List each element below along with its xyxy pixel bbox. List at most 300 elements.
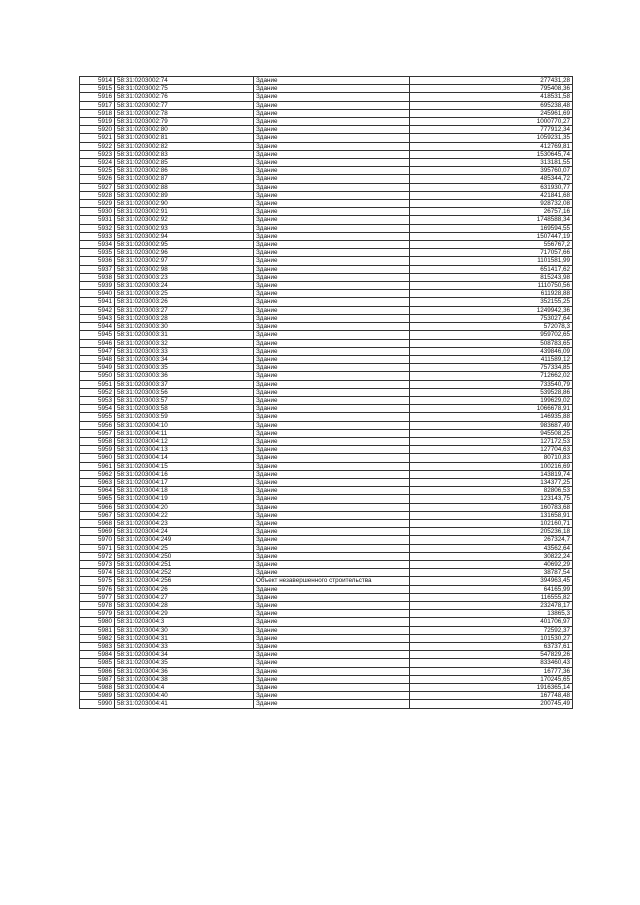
table-row <box>80 77 573 85</box>
table-row <box>80 503 573 511</box>
cadastral-number-cell: 58:31:0203002:90 <box>115 200 254 208</box>
object-type-cell: Здание <box>254 249 410 257</box>
table-row <box>80 224 573 232</box>
table-row <box>80 700 573 708</box>
table-row <box>80 134 573 142</box>
cadastral-value-cell: 1748588,34 <box>410 216 573 224</box>
cadastral-value-cell: 245961,69 <box>410 109 573 117</box>
cadastral-number-cell: 58:31:0203003:30 <box>115 323 254 331</box>
cadastral-number-cell: 58:31:0203004:251 <box>115 560 254 568</box>
table-row <box>80 380 573 388</box>
row-number-cell: 5933 <box>80 232 115 240</box>
cadastral-value-cell: 795408,36 <box>410 85 573 93</box>
cadastral-value-cell: 232478,17 <box>410 602 573 610</box>
object-type-cell: Здание <box>254 77 410 85</box>
object-type-cell: Здание <box>254 626 410 634</box>
table-row <box>80 355 573 363</box>
cadastral-value-cell: 72592,37 <box>410 626 573 634</box>
row-number-cell: 5948 <box>80 355 115 363</box>
object-type-cell: Здание <box>254 692 410 700</box>
cadastral-value-cell: 394963,45 <box>410 577 573 585</box>
cadastral-number-cell: 58:31:0203004:29 <box>115 610 254 618</box>
object-type-cell: Здание <box>254 372 410 380</box>
row-number-cell: 5974 <box>80 569 115 577</box>
row-number-cell: 5946 <box>80 339 115 347</box>
cadastral-value-cell: 572078,3 <box>410 323 573 331</box>
row-number-cell: 5939 <box>80 282 115 290</box>
row-number-cell: 5917 <box>80 101 115 109</box>
row-number-cell: 5938 <box>80 273 115 281</box>
cadastral-value-cell: 40692,29 <box>410 560 573 568</box>
table-row <box>80 651 573 659</box>
table-row <box>80 314 573 322</box>
row-number-cell: 5951 <box>80 380 115 388</box>
cadastral-value-cell: 651417,62 <box>410 265 573 273</box>
object-type-cell: Здание <box>254 618 410 626</box>
cadastral-number-cell: 58:31:0203003:23 <box>115 273 254 281</box>
row-number-cell: 5945 <box>80 331 115 339</box>
row-number-cell: 5973 <box>80 560 115 568</box>
table-row <box>80 643 573 651</box>
cadastral-number-cell: 58:31:0203004:17 <box>115 478 254 486</box>
object-type-cell: Здание <box>254 585 410 593</box>
cadastral-number-cell: 58:31:0203004:40 <box>115 692 254 700</box>
row-number-cell: 5975 <box>80 577 115 585</box>
row-number-cell: 5920 <box>80 126 115 134</box>
cadastral-number-cell: 58:31:0203004:250 <box>115 552 254 560</box>
table-row <box>80 191 573 199</box>
row-number-cell: 5919 <box>80 118 115 126</box>
object-type-cell: Здание <box>254 659 410 667</box>
cadastral-number-cell: 58:31:0203002:79 <box>115 118 254 126</box>
cadastral-number-cell: 58:31:0203002:85 <box>115 159 254 167</box>
cadastral-number-cell: 58:31:0203004:252 <box>115 569 254 577</box>
row-number-cell: 5925 <box>80 167 115 175</box>
object-type-cell: Объект незавершенного строительства <box>254 577 410 585</box>
table-row <box>80 602 573 610</box>
object-type-cell: Здание <box>254 257 410 265</box>
object-type-cell: Здание <box>254 388 410 396</box>
table-row <box>80 511 573 519</box>
object-type-cell: Здание <box>254 224 410 232</box>
table-row <box>80 183 573 191</box>
cadastral-number-cell: 58:31:0203002:86 <box>115 167 254 175</box>
table-row <box>80 675 573 683</box>
cadastral-value-cell: 833460,43 <box>410 659 573 667</box>
object-type-cell: Здание <box>254 667 410 675</box>
cadastral-value-cell: 753027,64 <box>410 314 573 322</box>
cadastral-number-cell: 58:31:0203004:28 <box>115 602 254 610</box>
object-type-cell: Здание <box>254 495 410 503</box>
table-row <box>80 167 573 175</box>
table-row <box>80 142 573 150</box>
table-row <box>80 306 573 314</box>
row-number-cell: 5989 <box>80 692 115 700</box>
object-type-cell: Здание <box>254 118 410 126</box>
object-type-cell: Здание <box>254 364 410 372</box>
table-row <box>80 446 573 454</box>
row-number-cell: 5942 <box>80 306 115 314</box>
table-row <box>80 257 573 265</box>
cadastral-number-cell: 58:31:0203002:77 <box>115 101 254 109</box>
object-type-cell: Здание <box>254 437 410 445</box>
table-row <box>80 569 573 577</box>
object-type-cell: Здание <box>254 183 410 191</box>
object-type-cell: Здание <box>254 101 410 109</box>
cadastral-number-cell: 58:31:0203004:13 <box>115 446 254 454</box>
cadastral-value-cell: 313181,55 <box>410 159 573 167</box>
row-number-cell: 5983 <box>80 643 115 651</box>
row-number-cell: 5914 <box>80 77 115 85</box>
cadastral-value-cell: 401706,97 <box>410 618 573 626</box>
object-type-cell: Здание <box>254 273 410 281</box>
cadastral-value-cell: 63737,61 <box>410 643 573 651</box>
cadastral-number-cell: 58:31:0203002:91 <box>115 208 254 216</box>
row-number-cell: 5969 <box>80 528 115 536</box>
cadastral-number-cell: 58:31:0203002:97 <box>115 257 254 265</box>
object-type-cell: Здание <box>254 602 410 610</box>
object-type-cell: Здание <box>254 651 410 659</box>
row-number-cell: 5968 <box>80 519 115 527</box>
cadastral-number-cell: 58:31:0203003:33 <box>115 347 254 355</box>
cadastral-number-cell: 58:31:0203002:83 <box>115 150 254 158</box>
object-type-cell: Здание <box>254 487 410 495</box>
table-row <box>80 339 573 347</box>
row-number-cell: 5947 <box>80 347 115 355</box>
row-number-cell: 5971 <box>80 544 115 552</box>
row-number-cell: 5977 <box>80 593 115 601</box>
object-type-cell: Здание <box>254 159 410 167</box>
cadastral-value-cell: 412769,81 <box>410 142 573 150</box>
cadastral-number-cell: 58:31:0203004:38 <box>115 675 254 683</box>
table-row <box>80 396 573 404</box>
table-row <box>80 150 573 158</box>
cadastral-number-cell: 58:31:0203004:22 <box>115 511 254 519</box>
cadastral-value-cell: 267324,7 <box>410 536 573 544</box>
row-number-cell: 5982 <box>80 634 115 642</box>
row-number-cell: 5936 <box>80 257 115 265</box>
object-type-cell: Здание <box>254 429 410 437</box>
row-number-cell: 5985 <box>80 659 115 667</box>
cadastral-value-cell: 421841,68 <box>410 191 573 199</box>
row-number-cell: 5958 <box>80 437 115 445</box>
table-row <box>80 388 573 396</box>
object-type-cell: Здание <box>254 85 410 93</box>
object-type-cell: Здание <box>254 396 410 404</box>
cadastral-value-cell: 815243,98 <box>410 273 573 281</box>
table-row <box>80 421 573 429</box>
object-type-cell: Здание <box>254 298 410 306</box>
row-number-cell: 5918 <box>80 109 115 117</box>
object-type-cell: Здание <box>254 339 410 347</box>
row-number-cell: 5972 <box>80 552 115 560</box>
object-type-cell: Здание <box>254 478 410 486</box>
object-type-cell: Здание <box>254 675 410 683</box>
row-number-cell: 5926 <box>80 175 115 183</box>
cadastral-value-cell: 16777,36 <box>410 667 573 675</box>
table-row <box>80 290 573 298</box>
object-type-cell: Здание <box>254 200 410 208</box>
cadastral-value-cell: 143819,74 <box>410 470 573 478</box>
row-number-cell: 5988 <box>80 684 115 692</box>
cadastral-number-cell: 58:31:0203004:14 <box>115 454 254 462</box>
table-row <box>80 560 573 568</box>
cadastral-number-cell: 58:31:0203002:75 <box>115 85 254 93</box>
object-type-cell: Здание <box>254 355 410 363</box>
cadastral-value-table <box>79 76 573 709</box>
row-number-cell: 5978 <box>80 602 115 610</box>
object-type-cell: Здание <box>254 380 410 388</box>
table-row <box>80 610 573 618</box>
row-number-cell: 5937 <box>80 265 115 273</box>
cadastral-value-cell: 1507447,19 <box>410 232 573 240</box>
table-row <box>80 478 573 486</box>
cadastral-number-cell: 58:31:0203003:34 <box>115 355 254 363</box>
object-type-cell: Здание <box>254 536 410 544</box>
cadastral-value-cell: 485344,72 <box>410 175 573 183</box>
row-number-cell: 5949 <box>80 364 115 372</box>
object-type-cell: Здание <box>254 610 410 618</box>
cadastral-number-cell: 58:31:0203003:57 <box>115 396 254 404</box>
cadastral-value-cell: 395760,07 <box>410 167 573 175</box>
table-row <box>80 626 573 634</box>
cadastral-number-cell: 58:31:0203002:81 <box>115 134 254 142</box>
cadastral-number-cell: 58:31:0203002:88 <box>115 183 254 191</box>
cadastral-number-cell: 58:31:0203002:93 <box>115 224 254 232</box>
cadastral-value-cell: 352155,25 <box>410 298 573 306</box>
cadastral-number-cell: 58:31:0203004:33 <box>115 643 254 651</box>
table-row <box>80 331 573 339</box>
object-type-cell: Здание <box>254 421 410 429</box>
cadastral-value-cell: 205236,18 <box>410 528 573 536</box>
object-type-cell: Здание <box>254 126 410 134</box>
cadastral-number-cell: 58:31:0203002:98 <box>115 265 254 273</box>
row-number-cell: 5935 <box>80 249 115 257</box>
row-number-cell: 5940 <box>80 290 115 298</box>
cadastral-value-cell: 1000770,27 <box>410 118 573 126</box>
table-row <box>80 232 573 240</box>
table-row <box>80 126 573 134</box>
cadastral-number-cell: 58:31:0203002:92 <box>115 216 254 224</box>
cadastral-value-cell: 1249942,36 <box>410 306 573 314</box>
row-number-cell: 5976 <box>80 585 115 593</box>
cadastral-number-cell: 58:31:0203003:24 <box>115 282 254 290</box>
cadastral-value-cell: 100216,69 <box>410 462 573 470</box>
cadastral-number-cell: 58:31:0203004:31 <box>115 634 254 642</box>
cadastral-number-cell: 58:31:0203002:78 <box>115 109 254 117</box>
row-number-cell: 5921 <box>80 134 115 142</box>
row-number-cell: 5981 <box>80 626 115 634</box>
cadastral-number-cell: 58:31:0203003:25 <box>115 290 254 298</box>
cadastral-value-cell: 13865,3 <box>410 610 573 618</box>
cadastral-value-cell: 26757,16 <box>410 208 573 216</box>
table-row <box>80 544 573 552</box>
cadastral-value-cell: 1066678,91 <box>410 405 573 413</box>
table-row <box>80 85 573 93</box>
table-row <box>80 282 573 290</box>
cadastral-number-cell: 58:31:0203004:12 <box>115 437 254 445</box>
table-row <box>80 659 573 667</box>
cadastral-number-cell: 58:31:0203004:256 <box>115 577 254 585</box>
cadastral-value-cell: 43562,64 <box>410 544 573 552</box>
cadastral-number-cell: 58:31:0203004:25 <box>115 544 254 552</box>
row-number-cell: 5915 <box>80 85 115 93</box>
table-row <box>80 437 573 445</box>
row-number-cell: 5941 <box>80 298 115 306</box>
cadastral-number-cell: 58:31:0203002:87 <box>115 175 254 183</box>
cadastral-value-cell: 1101581,99 <box>410 257 573 265</box>
cadastral-value-cell: 631930,77 <box>410 183 573 191</box>
object-type-cell: Здание <box>254 232 410 240</box>
cadastral-value-cell: 611928,88 <box>410 290 573 298</box>
cadastral-value-cell: 167748,48 <box>410 692 573 700</box>
object-type-cell: Здание <box>254 544 410 552</box>
cadastral-number-cell: 58:31:0203004:26 <box>115 585 254 593</box>
cadastral-value-cell: 418531,58 <box>410 93 573 101</box>
cadastral-number-cell: 58:31:0203004:41 <box>115 700 254 708</box>
object-type-cell: Здание <box>254 134 410 142</box>
object-type-cell: Здание <box>254 462 410 470</box>
row-number-cell: 5954 <box>80 405 115 413</box>
cadastral-value-cell: 733540,79 <box>410 380 573 388</box>
row-number-cell: 5929 <box>80 200 115 208</box>
cadastral-number-cell: 58:31:0203002:94 <box>115 232 254 240</box>
table-row <box>80 528 573 536</box>
table-row <box>80 454 573 462</box>
row-number-cell: 5950 <box>80 372 115 380</box>
table-row <box>80 298 573 306</box>
table-row <box>80 667 573 675</box>
object-type-cell: Здание <box>254 569 410 577</box>
object-type-cell: Здание <box>254 347 410 355</box>
cadastral-number-cell: 58:31:0203003:37 <box>115 380 254 388</box>
row-number-cell: 5923 <box>80 150 115 158</box>
cadastral-value-cell: 80710,83 <box>410 454 573 462</box>
cadastral-value-cell: 695238,48 <box>410 101 573 109</box>
table-row <box>80 618 573 626</box>
row-number-cell: 5953 <box>80 396 115 404</box>
cadastral-value-cell: 712662,02 <box>410 372 573 380</box>
cadastral-value-cell: 102160,71 <box>410 519 573 527</box>
row-number-cell: 5916 <box>80 93 115 101</box>
table-row <box>80 487 573 495</box>
row-number-cell: 5962 <box>80 470 115 478</box>
cadastral-number-cell: 58:31:0203002:74 <box>115 77 254 85</box>
cadastral-value-cell: 64165,99 <box>410 585 573 593</box>
row-number-cell: 5924 <box>80 159 115 167</box>
cadastral-value-cell: 38787,54 <box>410 569 573 577</box>
cadastral-value-cell: 127704,63 <box>410 446 573 454</box>
cadastral-value-cell: 757334,85 <box>410 364 573 372</box>
table-row <box>80 536 573 544</box>
object-type-cell: Здание <box>254 191 410 199</box>
cadastral-number-cell: 58:31:0203003:36 <box>115 372 254 380</box>
row-number-cell: 5987 <box>80 675 115 683</box>
table-row <box>80 323 573 331</box>
object-type-cell: Здание <box>254 511 410 519</box>
row-number-cell: 5961 <box>80 462 115 470</box>
object-type-cell: Здание <box>254 413 410 421</box>
cadastral-number-cell: 58:31:0203003:27 <box>115 306 254 314</box>
table-row <box>80 470 573 478</box>
object-type-cell: Здание <box>254 314 410 322</box>
cadastral-value-cell: 123143,75 <box>410 495 573 503</box>
cadastral-value-cell: 1059231,35 <box>410 134 573 142</box>
cadastral-number-cell: 58:31:0203002:95 <box>115 241 254 249</box>
row-number-cell: 5966 <box>80 503 115 511</box>
row-number-cell: 5955 <box>80 413 115 421</box>
cadastral-value-cell: 959702,65 <box>410 331 573 339</box>
cadastral-value-cell: 547829,26 <box>410 651 573 659</box>
object-type-cell: Здание <box>254 265 410 273</box>
object-type-cell: Здание <box>254 454 410 462</box>
row-number-cell: 5990 <box>80 700 115 708</box>
cadastral-value-cell: 556767,2 <box>410 241 573 249</box>
cadastral-number-cell: 58:31:0203003:59 <box>115 413 254 421</box>
table-row <box>80 249 573 257</box>
cadastral-value-cell: 439846,09 <box>410 347 573 355</box>
cadastral-number-cell: 58:31:0203004:24 <box>115 528 254 536</box>
cadastral-number-cell: 58:31:0203003:35 <box>115 364 254 372</box>
table-row <box>80 577 573 585</box>
cadastral-number-cell: 58:31:0203004:10 <box>115 421 254 429</box>
cadastral-value-cell: 127172,53 <box>410 437 573 445</box>
object-type-cell: Здание <box>254 519 410 527</box>
cadastral-number-cell: 58:31:0203003:56 <box>115 388 254 396</box>
table-row <box>80 200 573 208</box>
object-type-cell: Здание <box>254 323 410 331</box>
object-type-cell: Здание <box>254 216 410 224</box>
cadastral-value-cell: 200745,49 <box>410 700 573 708</box>
cadastral-value-cell: 928732,08 <box>410 200 573 208</box>
row-number-cell: 5928 <box>80 191 115 199</box>
row-number-cell: 5944 <box>80 323 115 331</box>
row-number-cell: 5963 <box>80 478 115 486</box>
object-type-cell: Здание <box>254 175 410 183</box>
object-type-cell: Здание <box>254 593 410 601</box>
cadastral-number-cell: 58:31:0203004:4 <box>115 684 254 692</box>
object-type-cell: Здание <box>254 405 410 413</box>
cadastral-number-cell: 58:31:0203003:58 <box>115 405 254 413</box>
cadastral-value-cell: 1530645,74 <box>410 150 573 158</box>
row-number-cell: 5930 <box>80 208 115 216</box>
row-number-cell: 5986 <box>80 667 115 675</box>
table-row <box>80 462 573 470</box>
cadastral-value-cell: 508783,65 <box>410 339 573 347</box>
row-number-cell: 5959 <box>80 446 115 454</box>
object-type-cell: Здание <box>254 306 410 314</box>
table-row <box>80 585 573 593</box>
cadastral-number-cell: 58:31:0203004:15 <box>115 462 254 470</box>
row-number-cell: 5960 <box>80 454 115 462</box>
row-number-cell: 5927 <box>80 183 115 191</box>
table-row <box>80 364 573 372</box>
cadastral-value-cell: 945508,25 <box>410 429 573 437</box>
object-type-cell: Здание <box>254 470 410 478</box>
cadastral-value-cell: 717057,66 <box>410 249 573 257</box>
cadastral-value-cell: 160783,68 <box>410 503 573 511</box>
table-row <box>80 405 573 413</box>
object-type-cell: Здание <box>254 93 410 101</box>
cadastral-number-cell: 58:31:0203003:32 <box>115 339 254 347</box>
object-type-cell: Здание <box>254 241 410 249</box>
cadastral-value-cell: 82806,53 <box>410 487 573 495</box>
table-row <box>80 109 573 117</box>
object-type-cell: Здание <box>254 643 410 651</box>
table-row <box>80 159 573 167</box>
table-row <box>80 684 573 692</box>
cadastral-value-cell: 1110750,56 <box>410 282 573 290</box>
